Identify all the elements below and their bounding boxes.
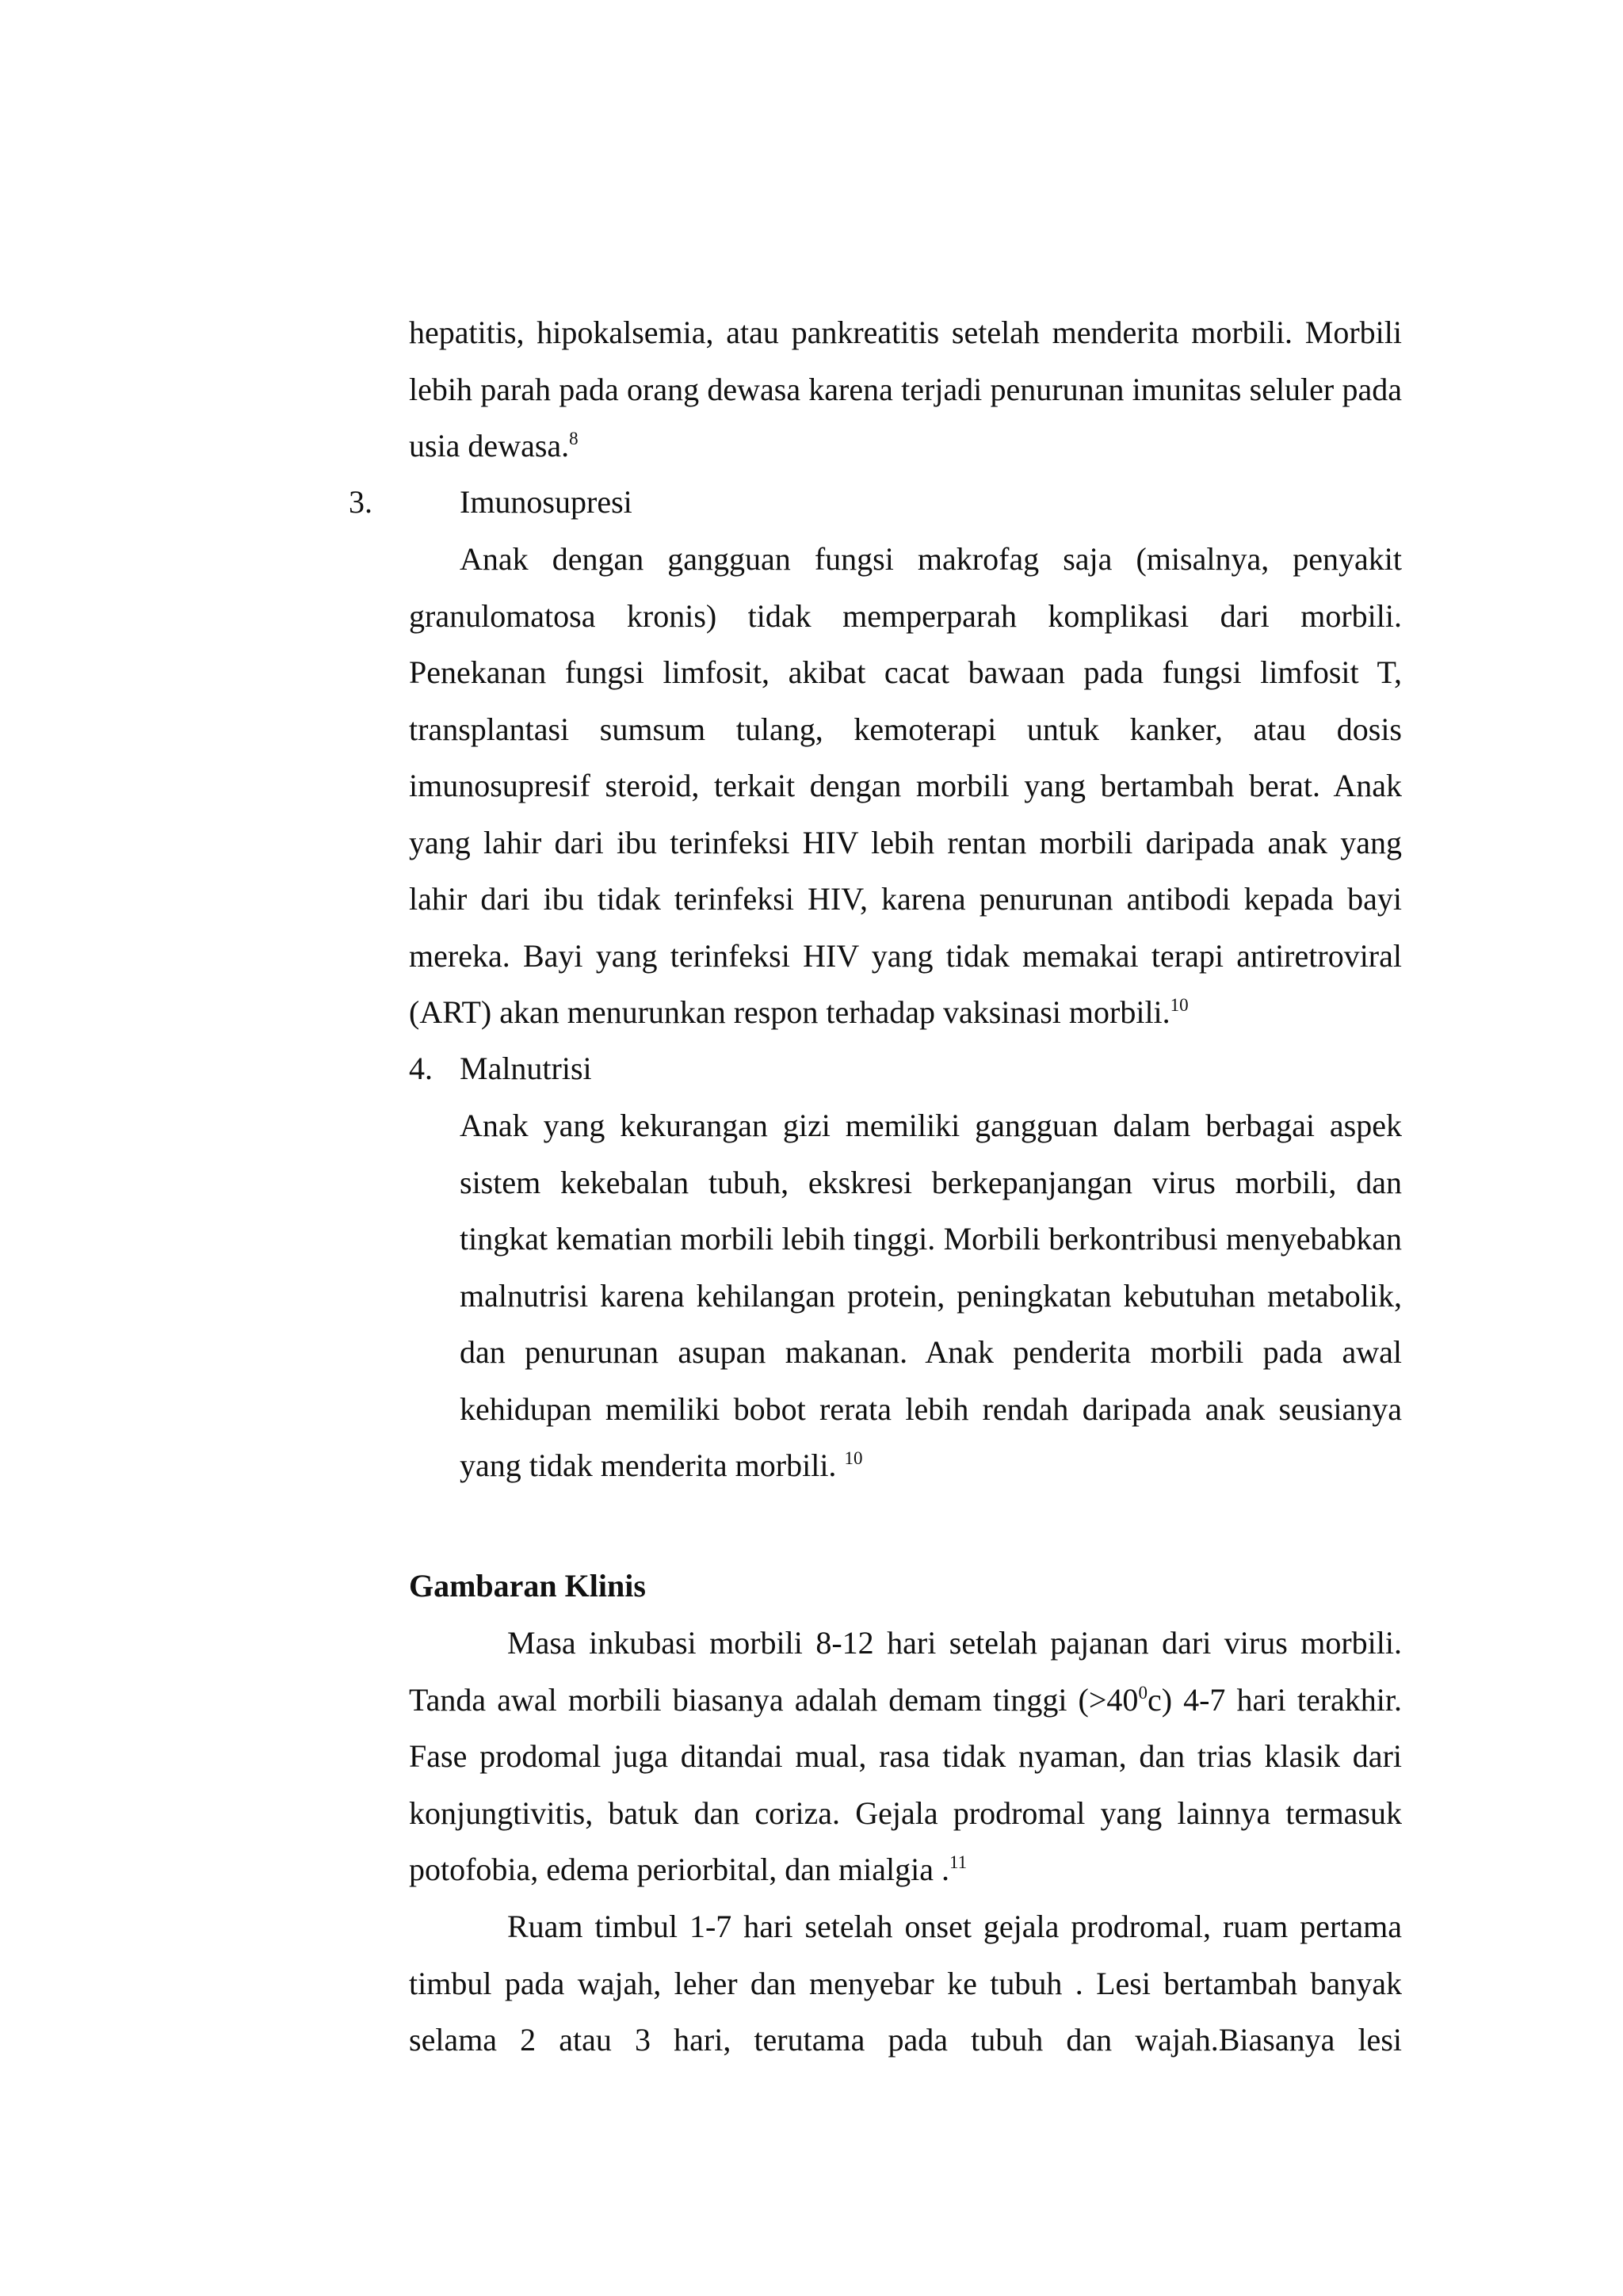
reference-superscript: 11 [949,1852,968,1872]
paragraph-text: hepatitis, hipokalsemia, atau pankreatitis setelah menderita morbili. Morbili lebih parah pada orang dewasa karena terjadi penurunan imunitas seluler pada usia dewasa. [409,315,1402,463]
list-number-3: 3. [349,484,372,520]
paragraph-text: Masa inkubasi morbili 8-12 hari setelah pajanan dari virus morbili. Tanda awal morbili biasanya adalah demam tinggi (>40 [409,1625,1402,1718]
paragraph-inkubasi [409,1615,1402,1898]
paragraph-text: c) 4-7 hari terakhir. Fase prodomal juga ditandai mual, rasa tidak nyaman, dan trias klasik dari konjungtivitis, batuk dan coriza. Gejala prodromal yang lainnya termasuk potofobia, edema periorbital, dan mialgia . [409,1681,1403,1887]
reference-superscript: 10 [1170,995,1189,1015]
degree-superscript: 0 [1138,1682,1148,1703]
paragraph-text: Anak dengan gangguan fungsi makrofag saja (misalnya, penyakit granulomatosa kronis) tidak memperparah komplikasi dari morbili. Penekanan fungsi limfosit, akibat cacat bawaan pada fungsi limfosit T, transplantasi sumsum tulang, kemoterapi untuk kanker, atau dosis imunosupresif steroid, terkait dengan morbili yang bertambah berat. Anak yang lahir dari ibu terinfeksi HIV lebih rentan morbili daripada anak yang lahir dari ibu tidak terinfeksi HIV, karena penurunan antibodi kepada bayi mereka. Bayi yang terinfeksi HIV yang tidak memakai terapi antiretroviral (ART) akan menurunkan respon terhadap vaksinasi morbili. [409,541,1402,1030]
reference-superscript: 10 [844,1448,863,1468]
list-title-imunosupresi: Imunosupresi [460,484,632,520]
paragraph-continuation [409,304,1402,475]
section-heading: Gambaran Klinis [409,1568,646,1604]
paragraph-imunosupresi [409,531,1402,1041]
paragraph-text: Ruam timbul 1-7 hari setelah onset gejala prodromal, ruam pertama timbul pada wajah, leher dan menyebar ke tubuh . Lesi bertambah banyak selama 2 atau 3 hari, terutama pada tubuh dan wajah.Biasanya lesi [409,1909,1402,2058]
paragraph-text: Anak yang kekurangan gizi memiliki gangguan dalam berbagai aspek sistem kekebalan tubuh, ekskresi berkepanjangan virus morbili, dan tingkat kematian morbili lebih tinggi. Morbili berkontribusi menyebabkan malnutrisi karena kehilangan protein, peningkatan kebutuhan metabolik, dan penurunan asupan makanan. Anak penderita morbili pada awal kehidupan memiliki bobot rerata lebih rendah daripada anak seusianya yang tidak menderita morbili. [460,1108,1402,1483]
paragraph-malnutrisi [460,1097,1402,1494]
reference-superscript: 8 [569,429,579,448]
list-title-malnutrisi: Malnutrisi [460,1051,592,1086]
paragraph-ruam [409,1898,1402,2069]
list-number-4: 4. [409,1051,433,1086]
